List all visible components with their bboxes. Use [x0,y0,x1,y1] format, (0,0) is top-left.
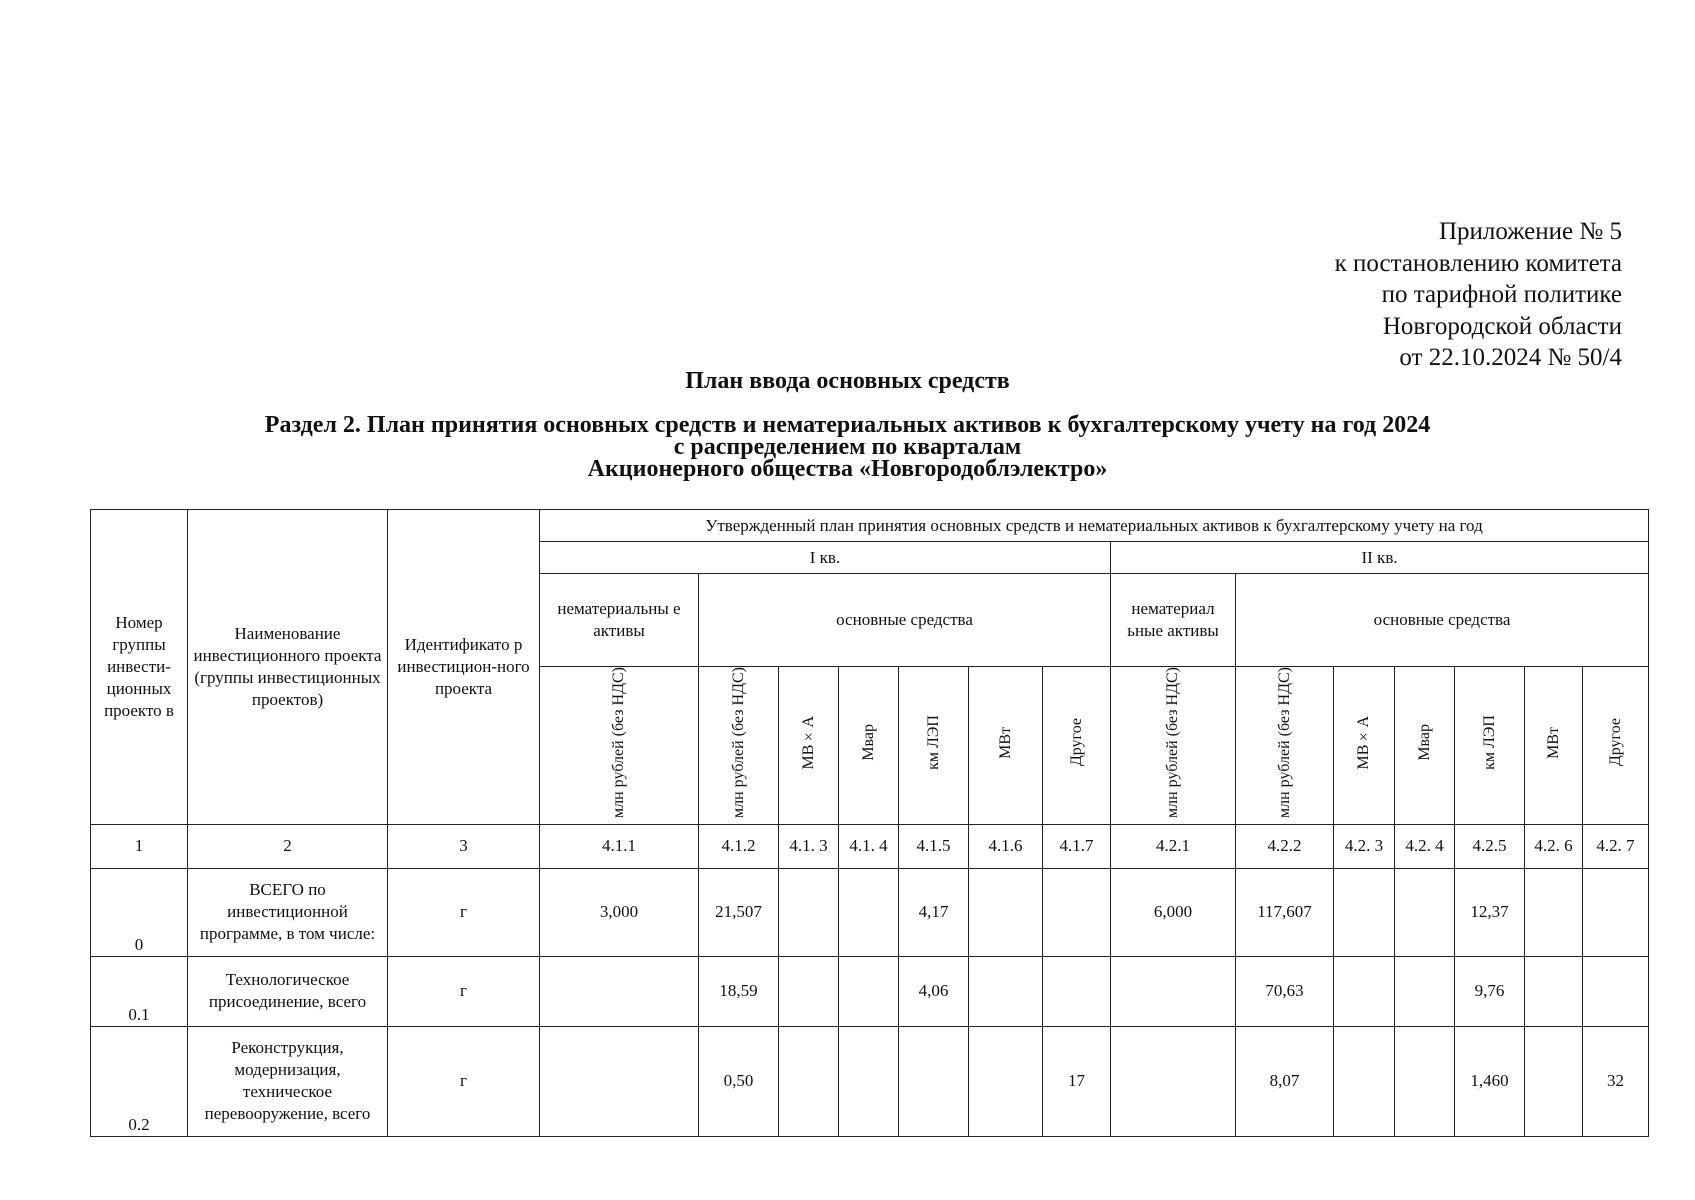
row-identifier: г [388,1026,540,1136]
row-group-number: 0 [91,868,188,956]
table-cell [1111,956,1236,1026]
unit-header [1043,667,1111,825]
table-cell [1043,868,1111,956]
header-identifier: Идентификато р инвестицион-ного проекта [388,510,540,825]
unit-header-label: Мвар [1415,724,1433,761]
unit-header [779,667,839,825]
column-number: 1 [91,824,188,868]
header-q1-intangible: нематериальны е активы [540,574,699,667]
row-identifier: г [388,868,540,956]
table-cell: 9,76 [1455,956,1525,1026]
column-number-row [91,824,1649,868]
table-cell [1525,868,1583,956]
table-cell [779,1026,839,1136]
row-group-number: 0.2 [91,1026,188,1136]
table-cell: 70,63 [1236,956,1334,1026]
table-cell: 12,37 [1455,868,1525,956]
section-heading [0,414,1695,480]
column-number: 4.2.2 [1236,824,1334,868]
table-cell [969,1026,1043,1136]
table-cell: 6,000 [1111,868,1236,956]
table-cell: 4,17 [899,868,969,956]
table-row [91,1026,1649,1136]
header-project-name: Наименование инвестиционного проекта (группы инвестиционных проектов) [188,510,388,825]
unit-header-label: млн рублей (без НДС) [610,667,627,818]
unit-header-label: Другое [1067,718,1085,767]
table-cell [1395,956,1455,1026]
table-cell [969,868,1043,956]
column-number: 4.1. 3 [779,824,839,868]
table-cell: 4,06 [899,956,969,1026]
column-number: 4.2. 6 [1525,824,1583,868]
appendix-line: к постановлению комитета [1334,249,1622,277]
table-cell: 17 [1043,1026,1111,1136]
unit-header [899,667,969,825]
header-q2: II кв. [1111,542,1649,574]
unit-header [1111,667,1236,825]
unit-header-label: км ЛЭП [924,715,942,770]
row-project-name: Реконструкция, модернизация, техническое перевооружение, всего [188,1026,388,1136]
table-cell [839,1026,899,1136]
column-number: 4.1.1 [540,824,699,868]
header-q2-intangible: нематериал ьные активы [1111,574,1236,667]
table-cell [1395,868,1455,956]
appendix-line: по тарифной политике [1381,281,1622,308]
unit-header-label: МВт [996,726,1014,759]
header-q1: I кв. [540,542,1111,574]
unit-header [1583,667,1649,825]
unit-header [699,667,779,825]
unit-header-label: млн рублей (без НДС) [1164,667,1181,818]
column-number: 4.1.5 [899,824,969,868]
unit-header-label: км ЛЭП [1480,715,1498,770]
table-cell: 0,50 [699,1026,779,1136]
unit-header [1236,667,1334,825]
section-heading-line: Акционерного общества «Новгородоблэлектро» [587,456,1108,482]
unit-header-label: Мвар [859,724,877,761]
table-cell [1583,868,1649,956]
table-cell [839,956,899,1026]
column-number: 4.2. 4 [1395,824,1455,868]
column-number: 4.2. 3 [1334,824,1395,868]
unit-header-label: млн рублей (без НДС) [729,667,747,818]
table-cell [1525,956,1583,1026]
table-cell: 21,507 [699,868,779,956]
unit-header-label: МВ×А [1355,715,1372,770]
unit-header [1334,667,1395,825]
unit-header [540,667,699,825]
table-cell [540,1026,699,1136]
table-cell [1334,868,1395,956]
header-approved-plan: Утвержденный план принятия основных средств и нематериальных активов к бухгалтерскому учету на год [540,510,1649,542]
row-identifier: г [388,956,540,1026]
table-cell: 8,07 [1236,1026,1334,1136]
column-number: 2 [188,824,388,868]
column-number: 4.2.5 [1455,824,1525,868]
column-number: 4.2. 7 [1583,824,1649,868]
column-number: 4.2.1 [1111,824,1236,868]
table-cell: 1,460 [1455,1026,1525,1136]
table-cell: 3,000 [540,868,699,956]
table-cell [540,956,699,1026]
row-project-name: ВСЕГО по инвестиционной программе, в том числе: [188,868,388,956]
investment-plan-table [90,509,1649,1137]
table-cell [1334,1026,1395,1136]
row-project-name: Технологическое присоединение, всего [188,956,388,1026]
table-cell [969,956,1043,1026]
table-cell [839,868,899,956]
unit-header [839,667,899,825]
table-cell [1043,956,1111,1026]
column-number: 4.1.2 [699,824,779,868]
header-q1-fixed-assets: основные средства [699,574,1111,667]
table-cell: 117,607 [1236,868,1334,956]
table-cell [1111,1026,1236,1136]
column-number: 4.1.7 [1043,824,1111,868]
table-row [91,868,1649,956]
unit-header [969,667,1043,825]
unit-header [1525,667,1583,825]
table-cell [1334,956,1395,1026]
table-cell [1395,1026,1455,1136]
appendix-line: от 22.10.2024 № 50/4 [1399,344,1622,371]
table-cell: 18,59 [699,956,779,1026]
unit-header-label: МВт [1544,726,1562,759]
header-group-number: Номер группы инвести-ционных проекто в [91,510,188,825]
unit-header-label: МВ×А [799,715,817,770]
section-heading-line: Раздел 2. План принятия основных средств и нематериальных активов к бухгалтерскому учету на год 2024 [264,412,1431,438]
unit-header-label: млн рублей (без НДС) [1275,667,1293,818]
column-number: 4.1. 4 [839,824,899,868]
header-q2-fixed-assets: основные средства [1236,574,1649,667]
table-cell: 32 [1583,1026,1649,1136]
table-cell [779,956,839,1026]
appendix-block [1122,216,1622,374]
document-title: План ввода основных средств [685,368,1010,394]
appendix-line: Приложение № 5 [1438,218,1622,245]
table-row [91,956,1649,1026]
column-number: 3 [388,824,540,868]
table-cell [1583,956,1649,1026]
column-number: 4.1.6 [969,824,1043,868]
section-heading-line: с распределением по кварталам [673,434,1022,460]
unit-header [1455,667,1525,825]
table-cell [1525,1026,1583,1136]
table-cell [899,1026,969,1136]
unit-header-label: Другое [1606,718,1624,767]
row-group-number: 0.1 [91,956,188,1026]
appendix-line: Новгородской области [1382,312,1622,340]
unit-header [1395,667,1455,825]
table-cell [779,868,839,956]
